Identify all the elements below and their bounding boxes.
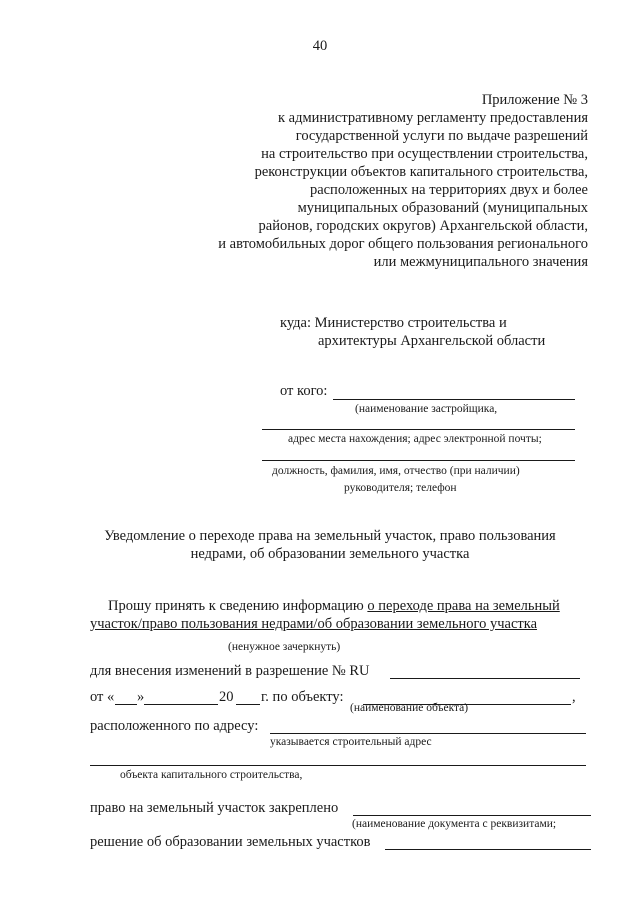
date-quote: » (137, 689, 145, 705)
request-underlined-1: о переходе права на земельный (367, 598, 560, 614)
object-hint-2: объекта капитального строительства, (120, 769, 303, 781)
decision-label: решение об образовании земельных участков (90, 834, 371, 850)
appendix-line: или межмуниципального значения (373, 254, 588, 270)
appendix-line: и автомобильных дорог общего пользования регионального (218, 236, 588, 252)
date-year-prefix: 20 (219, 689, 234, 705)
address-field[interactable] (270, 733, 586, 734)
appendix-line: к административному регламенту предоставления (277, 110, 588, 126)
date-month-field[interactable] (144, 704, 218, 705)
request-prefix: Прошу принять к сведению информацию (108, 598, 364, 614)
appendix-line: районов, городских округов) Архангельской области, (258, 218, 588, 234)
decision-field[interactable] (385, 849, 591, 850)
address-label: расположенного по адресу: (90, 718, 259, 734)
from-field-line-3[interactable] (262, 460, 575, 461)
address-hint: указывается строительный адрес (270, 736, 432, 748)
date-day-field[interactable] (115, 704, 137, 705)
from-field-line[interactable] (333, 399, 575, 400)
to-line2: архитектуры Архангельской области (318, 333, 546, 349)
appendix-line: реконструкции объектов капитального строительства, (254, 164, 588, 180)
appendix-line: государственной услуги по выдаче разрешений (295, 128, 588, 144)
from-hint-3: должность, фамилия, имя, отчество (при наличии) (272, 465, 520, 477)
from-label: от кого: (280, 383, 328, 399)
from-hint-4: руководителя; телефон (344, 482, 457, 494)
appendix-title: Приложение № 3 (481, 92, 588, 108)
request-text (108, 598, 560, 615)
from-hint-2: адрес места нахождения; адрес электронной почты; (288, 433, 542, 445)
appendix-line: расположенных на территориях двух и более (309, 182, 588, 198)
request-underlined-2: участок/право пользования недрами/об образовании земельного участка (90, 616, 538, 632)
appendix-line: муниципальных образований (муниципальных (297, 200, 588, 216)
permit-label: для внесения изменений в разрешение № RU (90, 663, 370, 679)
date-comma: , (572, 689, 576, 705)
land-right-field[interactable] (353, 815, 591, 816)
land-right-label: право на земельный участок закреплено (90, 800, 339, 816)
object-hint: (наименование объекта) (350, 702, 469, 714)
page-number: 40 (312, 38, 328, 54)
date-suffix: г. по объекту: (261, 689, 344, 705)
address-field-2[interactable] (90, 765, 586, 766)
strike-hint: (ненужное зачеркнуть) (228, 641, 341, 653)
permit-number-field[interactable] (390, 678, 580, 679)
doc-hint: (наименование документа с реквизитами; (352, 818, 557, 830)
heading-line-1: Уведомление о переходе права на земельный участок, право пользования (104, 528, 556, 544)
from-hint-1: (наименование застройщика, (355, 403, 498, 415)
from-field-line-2[interactable] (262, 429, 575, 430)
appendix-line: на строительство при осуществлении строительства, (261, 146, 588, 162)
to-label: куда: Министерство строительства и (280, 315, 507, 331)
heading-line-2: недрами, об образовании земельного участка (190, 546, 470, 562)
date-year-field[interactable] (236, 704, 260, 705)
date-from: от « (90, 689, 115, 705)
